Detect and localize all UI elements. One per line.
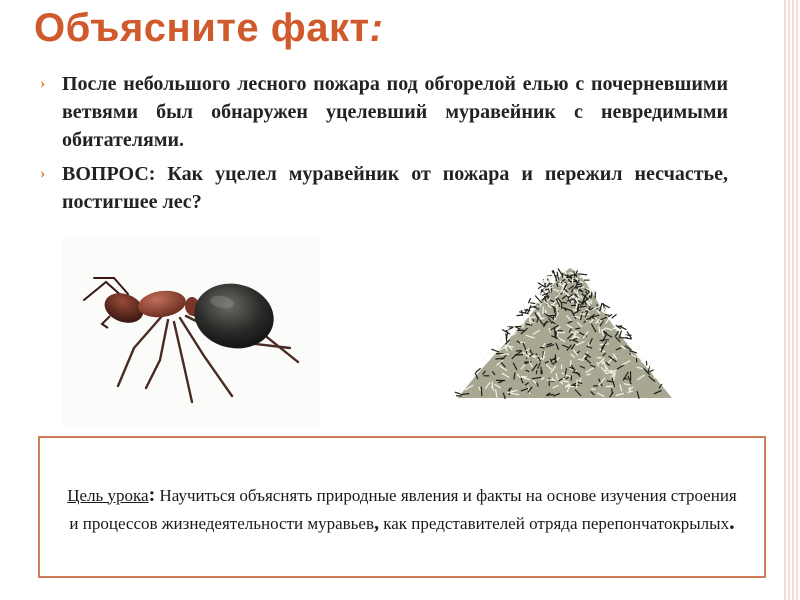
anthill-speckle	[570, 360, 571, 368]
anthill-speckle	[547, 380, 556, 381]
bullet-marker-icon: ›	[40, 75, 46, 92]
bullet-list	[40, 70, 728, 222]
lesson-goal-label: Цель урока	[67, 485, 149, 505]
lesson-goal-comma: ,	[374, 511, 379, 534]
lesson-goal-text	[62, 482, 742, 537]
bullet-question	[40, 160, 728, 216]
anthill-speckle	[612, 314, 617, 318]
slide-title	[34, 6, 383, 51]
lesson-goal-colon: :	[148, 483, 156, 506]
anthill-speckle	[543, 307, 544, 314]
anthill-speckle	[562, 273, 563, 278]
bullet-fact	[40, 70, 728, 154]
anthill-speckle	[491, 349, 499, 352]
anthill-speckle	[514, 326, 521, 327]
anthill-speckle	[516, 351, 521, 352]
anthill-speckle	[540, 347, 545, 348]
anthill-icon	[440, 248, 690, 418]
bullet-fact-text: После небольшого лесного пожара под обгорелой елью с почерневшими ветвями был обнаружен уцелевший муравейник с невредимыми обитателями.	[62, 73, 728, 151]
anthill-speckle	[639, 345, 640, 350]
anthill-speckle	[591, 389, 595, 390]
anthill-speckle	[505, 327, 514, 331]
lesson-goal-body: Научиться объяснять природные явления и факты на основе изучения строения и процессов жизнедеятельности муравьев	[69, 485, 737, 533]
ant-icon	[62, 238, 320, 428]
anthill-speckle	[555, 354, 556, 363]
anthill-speckle	[536, 370, 537, 374]
anthill-speckle	[497, 344, 499, 349]
bullet-question-text: ВОПРОС: Как уцелел муравейник от пожара и пережил несчастье, постигшее лес?	[62, 163, 728, 213]
slide-title-colon: :	[369, 6, 384, 50]
lesson-goal-box	[38, 436, 766, 578]
slide-title-text: Объясните факт	[34, 6, 370, 50]
anthill-speckle	[605, 315, 609, 316]
anthill-speckle	[578, 274, 587, 275]
anthill-speckle	[534, 356, 539, 357]
anthill-speckle	[641, 357, 643, 363]
decorative-stripes	[784, 0, 800, 600]
bullet-marker-icon: ›	[40, 165, 46, 182]
lesson-goal-period: .	[729, 508, 735, 534]
anthill-speckle	[538, 286, 541, 289]
anthill-image	[440, 248, 690, 418]
anthill-speckle	[577, 380, 578, 389]
anthill-speckle	[484, 358, 487, 361]
anthill-speckle	[618, 326, 622, 327]
anthill-speckle	[481, 387, 482, 396]
anthill-speckle	[500, 338, 503, 343]
anthill-speckle	[547, 315, 556, 316]
ant-image	[62, 238, 320, 428]
anthill-speckle	[580, 314, 589, 315]
anthill-speckle	[519, 312, 529, 314]
lesson-goal-body-end: как представителей отряда перепончатокрылых	[379, 513, 730, 533]
anthill-speckle	[600, 340, 609, 341]
anthill-speckle	[557, 272, 558, 280]
